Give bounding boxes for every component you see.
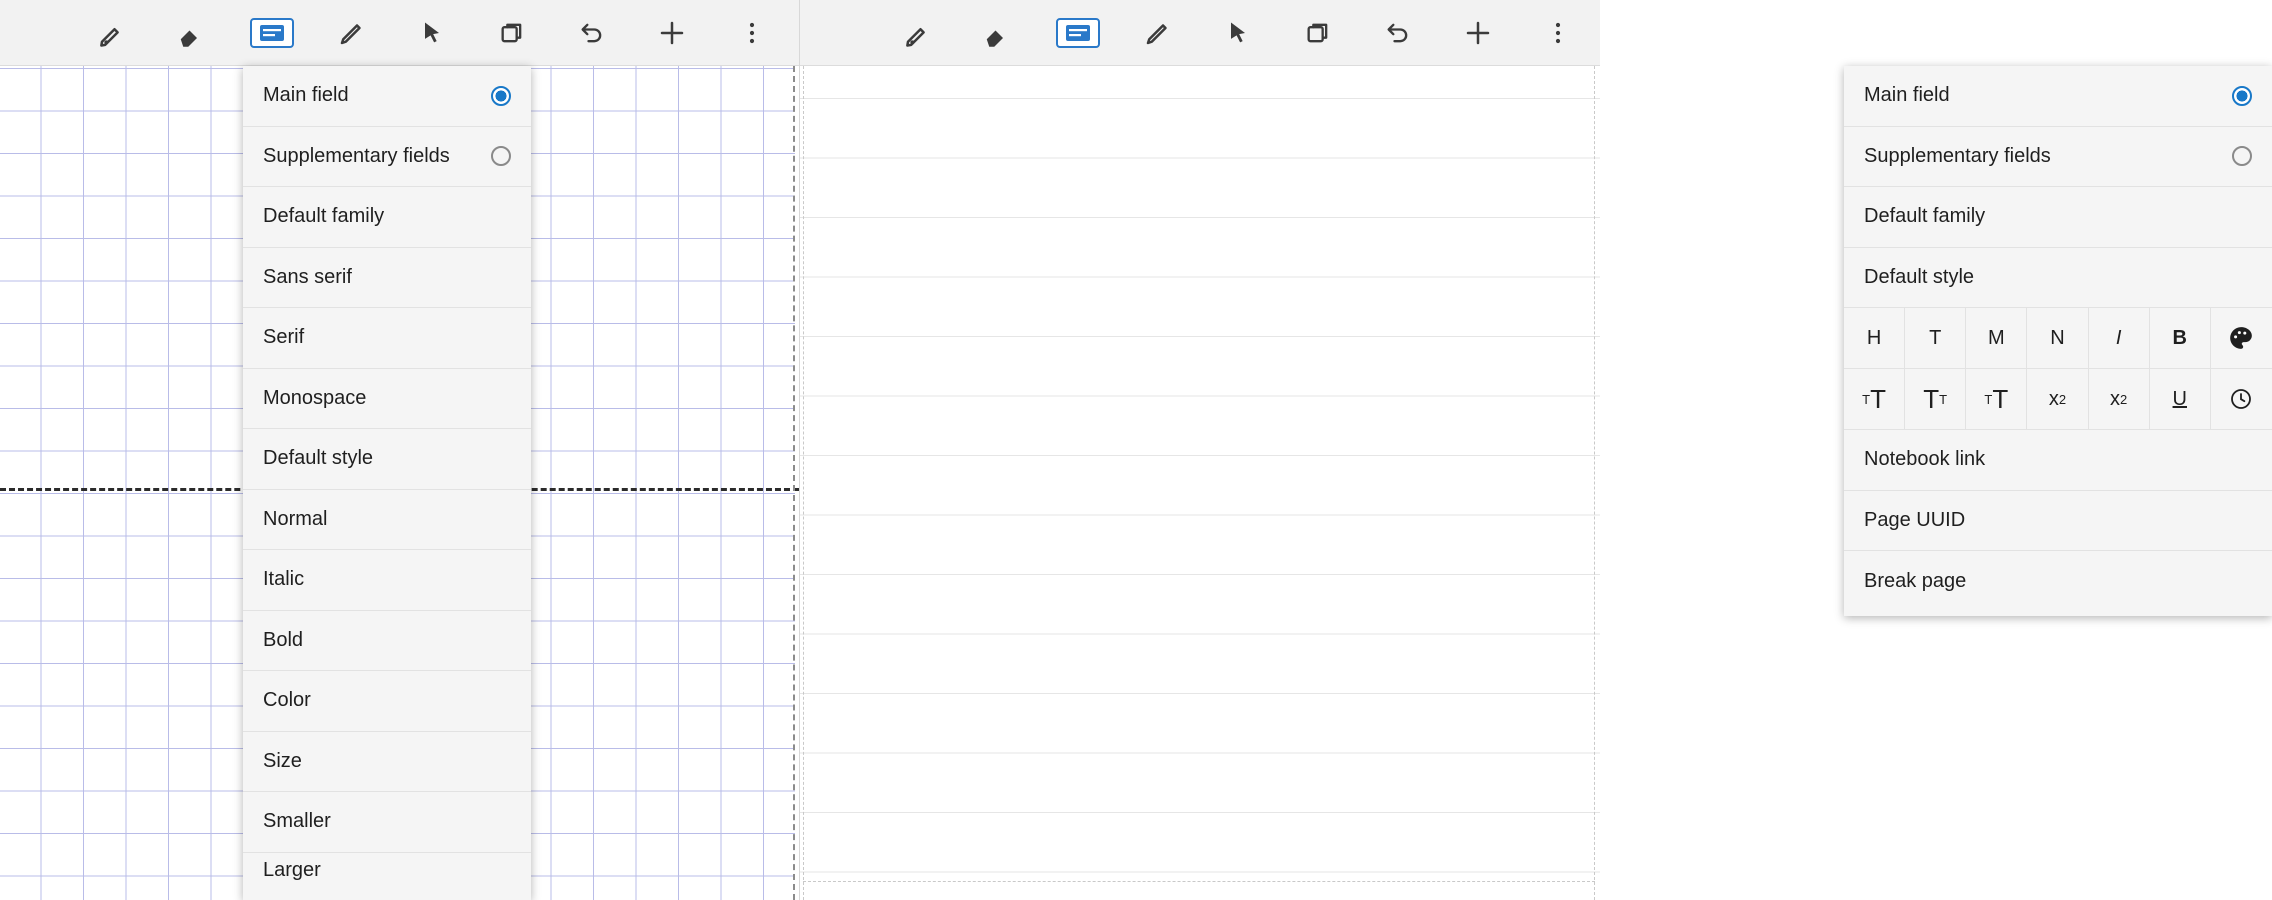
radio-supplementary-fields[interactable] <box>491 146 511 166</box>
menu-item-break-page[interactable] <box>1844 551 2272 612</box>
pen-icon[interactable] <box>72 1 152 65</box>
ruled-page-background <box>800 66 1600 900</box>
menu-item-label: Size <box>263 749 302 772</box>
left-pane <box>0 0 800 900</box>
monospace-format-button[interactable] <box>1966 308 2027 368</box>
marker-icon[interactable] <box>1118 1 1198 65</box>
page-right-edge <box>793 66 795 900</box>
undo-icon[interactable] <box>552 1 632 65</box>
text-size-medium-icon[interactable]: T T <box>1966 369 2027 429</box>
menu-item-label: Main field <box>1864 84 1950 107</box>
text-box-icon[interactable] <box>232 1 312 65</box>
text-style-menu-right[interactable] <box>1844 66 2272 616</box>
format-row-1 <box>1844 308 2272 369</box>
monospace-format-glyph: M <box>1988 326 2005 349</box>
menu-item-label: Sans serif <box>263 265 352 288</box>
menu-item-color[interactable] <box>243 671 531 732</box>
menu-item-label: Notebook link <box>1864 448 1986 471</box>
menu-item-default-family[interactable] <box>1844 187 2272 248</box>
radio-main-field[interactable] <box>491 86 511 106</box>
menu-item-label: Supplementary fields <box>1864 144 2051 167</box>
menu-item-label: Default style <box>1864 265 1975 288</box>
italic-format-button[interactable] <box>2089 308 2150 368</box>
menu-item-italic[interactable] <box>243 550 531 611</box>
menu-item-main-field[interactable] <box>1844 66 2272 127</box>
eraser-icon[interactable] <box>152 1 232 65</box>
menu-item-label: Color <box>263 689 311 712</box>
menu-item-size[interactable] <box>243 732 531 793</box>
hand-select-icon[interactable] <box>392 1 472 65</box>
underline-format-glyph: U <box>2172 387 2187 410</box>
timestamp-icon[interactable] <box>2211 369 2272 429</box>
right-canvas[interactable] <box>800 66 1600 900</box>
menu-item-sans-serif[interactable] <box>243 248 531 309</box>
superscript-format-button[interactable]: x 2 <box>2089 369 2150 429</box>
menu-item-notebook-link[interactable] <box>1844 430 2272 491</box>
underline-format-button[interactable] <box>2150 369 2211 429</box>
menu-item-label: Page UUID <box>1864 508 1966 531</box>
title-format-button[interactable] <box>1905 308 1966 368</box>
menu-item-label: Bold <box>263 628 304 651</box>
menu-item-default-style[interactable] <box>1844 248 2272 309</box>
normal-format-button[interactable] <box>2027 308 2088 368</box>
right-pane <box>800 0 2187 900</box>
menu-item-larger[interactable] <box>243 853 531 891</box>
subscript-format-button[interactable]: x 2 <box>2027 369 2088 429</box>
menu-item-monospace[interactable] <box>243 369 531 430</box>
menu-item-label: Larger <box>263 858 321 881</box>
marker-icon[interactable] <box>312 1 392 65</box>
normal-format-glyph: N <box>2050 326 2065 349</box>
menu-item-label: Default family <box>263 205 385 228</box>
menu-item-label: Main field <box>263 84 349 107</box>
heading-format-glyph: H <box>1866 326 1882 349</box>
text-box-icon[interactable] <box>1038 1 1118 65</box>
menu-item-smaller[interactable] <box>243 792 531 853</box>
menu-item-default-style[interactable] <box>243 429 531 490</box>
menu-item-serif[interactable] <box>243 308 531 369</box>
title-format-glyph: T <box>1929 326 1942 349</box>
left-toolbar <box>0 0 799 66</box>
add-icon[interactable] <box>1438 1 1518 65</box>
menu-item-label: Smaller <box>263 810 331 833</box>
menu-item-main-field[interactable] <box>243 66 531 127</box>
menu-item-label: Supplementary fields <box>263 144 450 167</box>
menu-item-label: Break page <box>1864 569 1967 592</box>
text-style-menu-left[interactable] <box>243 66 531 900</box>
color-palette-icon[interactable] <box>2211 308 2272 368</box>
menu-item-normal[interactable] <box>243 490 531 551</box>
radio-main-field[interactable] <box>2232 86 2252 106</box>
undo-icon[interactable] <box>1358 1 1438 65</box>
pen-icon[interactable] <box>878 1 958 65</box>
heading-format-button[interactable] <box>1844 308 1905 368</box>
menu-item-label: Italic <box>263 568 305 591</box>
copy-layer-icon[interactable] <box>1278 1 1358 65</box>
italic-format-glyph: I <box>2115 326 2122 349</box>
menu-item-label: Serif <box>263 326 305 349</box>
overflow-menu-icon[interactable] <box>712 1 792 65</box>
page-bottom-edge <box>803 881 1595 882</box>
eraser-icon[interactable] <box>958 1 1038 65</box>
overflow-menu-icon[interactable] <box>1518 1 1598 65</box>
menu-item-supplementary-fields[interactable] <box>243 127 531 188</box>
menu-item-label: Default style <box>263 447 374 470</box>
menu-item-label: Default family <box>1864 205 1986 228</box>
bold-format-button[interactable] <box>2150 308 2211 368</box>
page-right-edge <box>1594 66 1595 900</box>
copy-layer-icon[interactable] <box>472 1 552 65</box>
menu-item-label: Normal <box>263 507 328 530</box>
menu-item-default-family[interactable] <box>243 187 531 248</box>
menu-item-page-uuid[interactable] <box>1844 491 2272 552</box>
text-size-large-icon[interactable]: T T <box>1844 369 1905 429</box>
add-icon[interactable] <box>632 1 712 65</box>
right-toolbar <box>800 0 1600 66</box>
menu-item-label: Monospace <box>263 386 367 409</box>
page-left-edge <box>803 66 804 900</box>
menu-item-supplementary-fields[interactable] <box>1844 127 2272 188</box>
text-size-small-icon[interactable]: T T <box>1905 369 1966 429</box>
menu-item-bold[interactable] <box>243 611 531 672</box>
hand-select-icon[interactable] <box>1198 1 1278 65</box>
format-row-2 <box>1844 369 2272 430</box>
bold-format-glyph: B <box>2172 326 2187 349</box>
radio-supplementary-fields[interactable] <box>2232 146 2252 166</box>
